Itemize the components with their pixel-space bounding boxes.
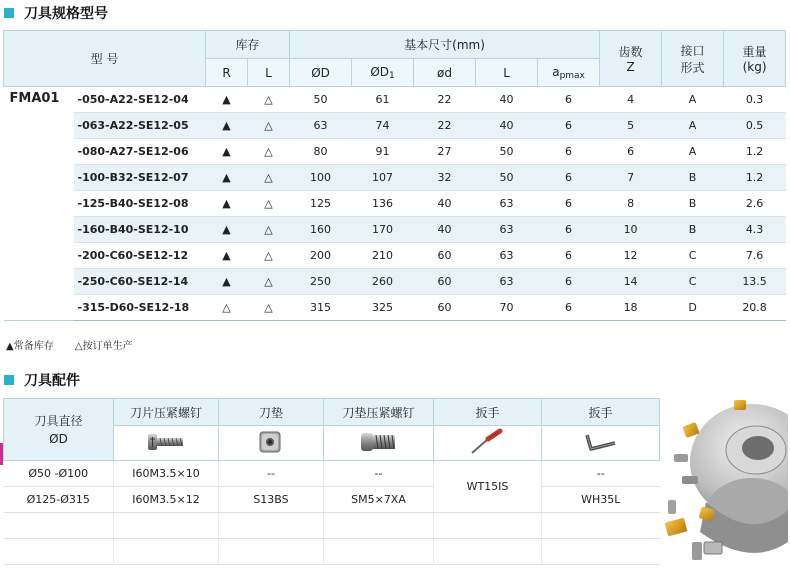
cell-dia-d1: 170 — [352, 217, 414, 243]
cell-dia-d: 315 — [290, 295, 352, 321]
torx-wrench-icon — [466, 427, 510, 457]
screw-icon — [144, 431, 188, 453]
section-marker-icon — [4, 375, 14, 385]
header-stock: 库存 — [206, 31, 290, 59]
acc-wrench-shared: WT15IS — [434, 461, 542, 513]
table-row — [4, 139, 786, 165]
header-bore: ød — [414, 59, 476, 87]
cell-length: 50 — [476, 139, 538, 165]
acc-icon-cell-wrench — [434, 426, 542, 461]
acc-icon-cell-key — [542, 426, 660, 461]
acc-header-shim: 刀垫 — [219, 399, 324, 426]
cell-teeth: 18 — [600, 295, 662, 321]
table-row — [4, 113, 786, 139]
cell-model: -315-D60-SE12-18 — [74, 295, 206, 321]
cell-teeth: 10 — [600, 217, 662, 243]
cell-bore: 40 — [414, 191, 476, 217]
cell-length: 63 — [476, 243, 538, 269]
cell-ap: 6 — [538, 191, 600, 217]
header-ap-sub: pmax — [559, 70, 585, 81]
cell-stock-l: △ — [248, 295, 290, 321]
cell-ap: 6 — [538, 87, 600, 113]
header-interface-line1: 接口 — [680, 43, 705, 58]
cell-teeth: 6 — [600, 139, 662, 165]
cell-interface: B — [662, 217, 724, 243]
cell-length: 63 — [476, 269, 538, 295]
acc-dia: Ø125-Ø315 — [4, 487, 114, 513]
header-dia-d1-text: ØD — [370, 64, 389, 79]
header-stock-l: L — [248, 59, 290, 87]
section-title-accessories — [4, 369, 80, 391]
table-row — [4, 217, 786, 243]
cell-length: 40 — [476, 87, 538, 113]
cell-dia-d: 50 — [290, 87, 352, 113]
cell-dia-d1: 107 — [352, 165, 414, 191]
cell-stock-r: ▲ — [206, 217, 248, 243]
cell-interface: A — [662, 113, 724, 139]
cell-stock-r: ▲ — [206, 139, 248, 165]
header-dia-d1-sub: 1 — [389, 70, 395, 81]
cell-dia-d1: 325 — [352, 295, 414, 321]
cell-weight: 4.3 — [724, 217, 786, 243]
cell-length: 40 — [476, 113, 538, 139]
cell-teeth: 4 — [600, 87, 662, 113]
cell-interface: D — [662, 295, 724, 321]
table-row — [4, 269, 786, 295]
legend-order: △按订单生产 — [74, 341, 133, 352]
series-name: FMA01 — [4, 87, 74, 321]
header-ap — [538, 59, 600, 87]
table-row — [4, 295, 786, 321]
header-teeth-line1: 齿数 — [618, 45, 643, 59]
acc-shim: S13BS — [219, 487, 324, 513]
cell-ap: 6 — [538, 295, 600, 321]
cell-teeth: 7 — [600, 165, 662, 191]
cell-ap: 6 — [538, 217, 600, 243]
cell-stock-l: △ — [248, 165, 290, 191]
header-weight-line1: 重量 — [742, 45, 767, 59]
cell-bore: 32 — [414, 165, 476, 191]
cell-ap: 6 — [538, 113, 600, 139]
cell-teeth: 5 — [600, 113, 662, 139]
section-title-specs-text: 刀具规格型号 — [24, 6, 108, 22]
cell-dia-d: 250 — [290, 269, 352, 295]
cell-stock-r: △ — [206, 295, 248, 321]
table-row — [4, 165, 786, 191]
table-row — [4, 87, 786, 113]
acc-shim: -- — [219, 461, 324, 487]
acc-screw: I60M3.5×10 — [114, 461, 219, 487]
cell-length: 70 — [476, 295, 538, 321]
cell-dia-d1: 61 — [352, 87, 414, 113]
acc-icon-cell-screw — [114, 426, 219, 461]
cell-stock-l: △ — [248, 87, 290, 113]
cell-weight: 7.6 — [724, 243, 786, 269]
cell-weight: 13.5 — [724, 269, 786, 295]
acc-header-key: 扳手 — [542, 399, 660, 426]
cell-bore: 27 — [414, 139, 476, 165]
cell-bore: 40 — [414, 217, 476, 243]
cell-weight: 2.6 — [724, 191, 786, 217]
section-title-accessories-text: 刀具配件 — [24, 373, 80, 389]
acc-header-dia-line2: ØD — [49, 431, 68, 446]
cell-model: -100-B32-SE12-07 — [74, 165, 206, 191]
acc-shim-screw: -- — [324, 461, 434, 487]
cell-stock-r: ▲ — [206, 165, 248, 191]
cell-weight: 1.2 — [724, 139, 786, 165]
spec-table — [3, 30, 786, 321]
acc-row — [4, 487, 660, 513]
cell-model: -160-B40-SE12-10 — [74, 217, 206, 243]
acc-key: WH35L — [542, 487, 660, 513]
acc-key: -- — [542, 461, 660, 487]
header-dia-d: ØD — [290, 59, 352, 87]
cell-weight: 0.5 — [724, 113, 786, 139]
cell-length: 63 — [476, 191, 538, 217]
cell-dia-d: 80 — [290, 139, 352, 165]
cell-model: -080-A27-SE12-06 — [74, 139, 206, 165]
section-title-specs — [4, 2, 108, 24]
cell-bore: 60 — [414, 243, 476, 269]
cell-dia-d1: 136 — [352, 191, 414, 217]
header-teeth — [600, 31, 662, 87]
cell-teeth: 12 — [600, 243, 662, 269]
table-row — [4, 243, 786, 269]
cell-dia-d: 63 — [290, 113, 352, 139]
acc-header-screw: 刀片压紧螺钉 — [114, 399, 219, 426]
cell-bore: 60 — [414, 269, 476, 295]
cell-stock-l: △ — [248, 191, 290, 217]
cell-interface: B — [662, 191, 724, 217]
cell-dia-d1: 91 — [352, 139, 414, 165]
acc-dia: Ø50 -Ø100 — [4, 461, 114, 487]
cell-teeth: 8 — [600, 191, 662, 217]
acc-row-empty — [4, 539, 660, 565]
cell-stock-r: ▲ — [206, 191, 248, 217]
hex-key-icon — [579, 429, 623, 455]
cell-length: 63 — [476, 217, 538, 243]
cell-ap: 6 — [538, 139, 600, 165]
cell-ap: 6 — [538, 165, 600, 191]
cell-interface: C — [662, 269, 724, 295]
cell-model: -200-C60-SE12-12 — [74, 243, 206, 269]
header-weight-line2: (kg) — [742, 60, 767, 74]
cutter-photo — [660, 392, 788, 576]
cell-interface: C — [662, 243, 724, 269]
cell-stock-r: ▲ — [206, 87, 248, 113]
acc-row — [4, 461, 660, 487]
acc-screw: I60M3.5×12 — [114, 487, 219, 513]
header-dims: 基本尺寸(mm) — [290, 31, 600, 59]
cell-weight: 1.2 — [724, 165, 786, 191]
cell-stock-r: ▲ — [206, 113, 248, 139]
acc-header-wrench: 扳手 — [434, 399, 542, 426]
header-interface-line2: 形式 — [680, 60, 705, 75]
legend-stock: ▲常备库存 — [6, 341, 54, 352]
header-length: L — [476, 59, 538, 87]
cell-dia-d: 160 — [290, 217, 352, 243]
cell-model: -125-B40-SE12-08 — [74, 191, 206, 217]
cell-stock-r: ▲ — [206, 269, 248, 295]
cell-stock-l: △ — [248, 113, 290, 139]
acc-icon-cell-shim-screw — [324, 426, 434, 461]
cell-length: 50 — [476, 165, 538, 191]
cell-bore: 60 — [414, 295, 476, 321]
cell-model: -050-A22-SE12-04 — [74, 87, 206, 113]
cell-weight: 20.8 — [724, 295, 786, 321]
acc-row-empty — [4, 513, 660, 539]
cell-dia-d: 125 — [290, 191, 352, 217]
acc-shim-screw: SM5×7XA — [324, 487, 434, 513]
cell-ap: 6 — [538, 243, 600, 269]
cell-bore: 22 — [414, 113, 476, 139]
header-weight — [724, 31, 786, 87]
acc-icon-cell-shim — [219, 426, 324, 461]
shim-screw-icon — [357, 429, 401, 455]
cell-ap: 6 — [538, 269, 600, 295]
cell-stock-l: △ — [248, 243, 290, 269]
header-interface — [662, 31, 724, 87]
cell-interface: A — [662, 87, 724, 113]
table-row — [4, 191, 786, 217]
cell-stock-l: △ — [248, 139, 290, 165]
cell-interface: B — [662, 165, 724, 191]
header-teeth-line2: Z — [626, 60, 635, 74]
cell-stock-r: ▲ — [206, 243, 248, 269]
cell-dia-d: 100 — [290, 165, 352, 191]
header-stock-r: R — [206, 59, 248, 87]
section-marker-icon — [4, 8, 14, 18]
accessories-table — [3, 398, 660, 565]
cell-dia-d1: 74 — [352, 113, 414, 139]
cell-model: -250-C60-SE12-14 — [74, 269, 206, 295]
cell-bore: 22 — [414, 87, 476, 113]
stock-legend — [6, 337, 151, 352]
acc-header-shim-screw: 刀垫压紧螺钉 — [324, 399, 434, 426]
acc-header-dia-line1: 刀具直径 — [34, 413, 83, 428]
cell-dia-d1: 260 — [352, 269, 414, 295]
cell-stock-l: △ — [248, 269, 290, 295]
cell-dia-d: 200 — [290, 243, 352, 269]
cell-model: -063-A22-SE12-05 — [74, 113, 206, 139]
cell-stock-l: △ — [248, 217, 290, 243]
acc-header-dia — [4, 399, 114, 461]
cell-dia-d1: 210 — [352, 243, 414, 269]
cell-teeth: 14 — [600, 269, 662, 295]
shim-icon — [256, 429, 286, 455]
header-dia-d1 — [352, 59, 414, 87]
header-ap-text: a — [552, 64, 560, 79]
cell-weight: 0.3 — [724, 87, 786, 113]
cell-interface: A — [662, 139, 724, 165]
header-model: 型 号 — [4, 31, 206, 87]
